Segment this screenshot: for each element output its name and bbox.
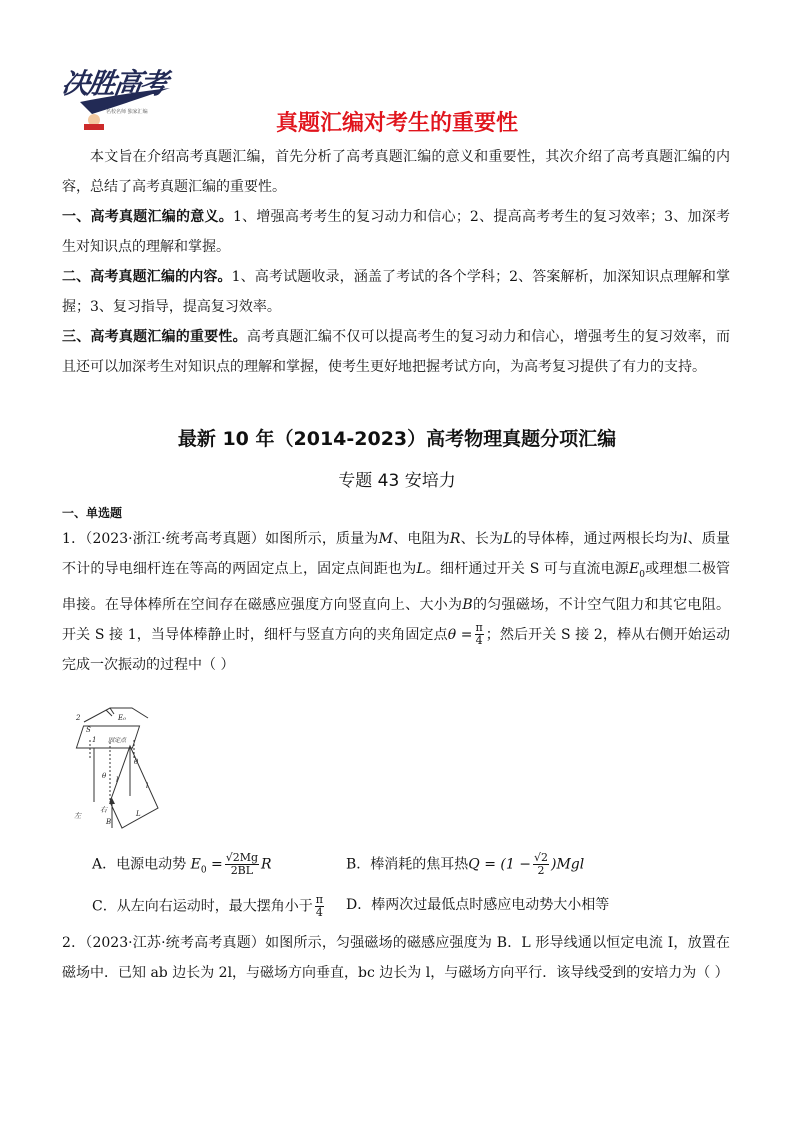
section-subtitle: 专题 43 安培力 — [338, 471, 456, 491]
option-a[interactable]: A．电源电动势 $E_0$ = $\frac{√2Mg}{2BL}$ R — [92, 851, 272, 877]
point-1-body: 1、增强高考考生的复习动力和信心；2、提高高考考生的复习效率；3、加深考生对知识点的理解和掌握。 — [62, 209, 730, 255]
question-1: 1．（2023·浙江·统考高考真题）如图所示，质量为M、电阻为R、长为L的导体棒，通过两根长均为l、质量不计的导电细杆连在等高的两固定点上，固定点间距也为L。细杆通过开关 S 可与直流电源$E_0$或理想二极管串接。在导体棒所在空间存在磁感应强度方向竖直向上、大小为B的匀强磁场，不计空气阻力和其它电阻。开关 S 接 1，当导体棒静止时，细杆与竖直方向的夹角固定点θ = $\frac{\pi}{4}$ ；然后开关 S 接 2，棒从右侧开始运动完成一次振动的过程中（ ） — [62, 531, 731, 673]
question-2: 2．（2023·江苏·统考高考真题）如图所示，匀强磁场的磁感应强度为 B．L 形导线通以恒定电流 I，放置在磁场中．已知 ab 边长为 2l，与磁场方向垂直，bc 边长为 l，与磁场方向平行．该导线受到的安培力为（ ） — [62, 935, 730, 981]
point-2 — [62, 262, 730, 322]
point-2-body: 1、高考试题收录，涵盖了考试的各个学科；2、答案解析，加深知识点理解和掌握；3、复习指导，提高复习效率。 — [62, 269, 731, 315]
point-1-head: 一、高考真题汇编的意义。 — [62, 209, 234, 225]
logo-subtitle: 名校名师 独家汇编 — [106, 109, 148, 115]
svg-text:S: S — [86, 726, 91, 734]
intro-paragraph: 本文旨在介绍高考真题汇编，首先分析了高考真题汇编的意义和重要性，其次介绍了高考真题汇编的内容，总结了高考真题汇编的重要性。 — [62, 149, 730, 195]
option-c[interactable]: C．从左向右运动时，最大摆角小于 $\frac{\pi}{4}$ — [92, 893, 323, 919]
point-1 — [62, 202, 730, 262]
svg-text:l: l — [116, 776, 119, 784]
svg-text:2: 2 — [76, 714, 81, 722]
svg-text:1: 1 — [92, 736, 97, 744]
svg-text:L: L — [136, 810, 141, 818]
svg-text:E₀: E₀ — [118, 714, 126, 722]
svg-text:固定点: 固定点 — [108, 737, 127, 744]
category-heading: 一、单选题 — [62, 506, 123, 520]
logo-text: 决胜高考 — [59, 67, 169, 100]
point-3-body: 高考真题汇编不仅可以提高考生的复习动力和信心，增强考生的复习效率，而且还可以加深考生对知识点的理解和掌握，使考生更好地把握考试方向，为高考复习提供了有力的支持。 — [62, 329, 731, 375]
point-3 — [62, 322, 730, 382]
point-2-head: 二、高考真题汇编的内容。 — [62, 269, 232, 285]
q1-figure — [70, 700, 180, 835]
pi-over-4: $\frac{\pi}{4}$ — [475, 621, 483, 648]
page-title: 真题汇编对考生的重要性 — [275, 111, 518, 136]
point-3-head: 三、高考真题汇编的重要性。 — [62, 329, 247, 345]
svg-text:θ: θ — [102, 772, 107, 780]
svg-text:θ: θ — [134, 758, 139, 766]
option-d[interactable]: D．棒两次过最低点时感应电动势大小相等 — [346, 897, 610, 913]
svg-text:右: 右 — [100, 806, 107, 814]
option-b[interactable]: B．棒消耗的焦耳热Q = (1 − $\frac{√2}{2}$ )Mgl — [346, 851, 585, 877]
svg-text:左: 左 — [74, 812, 81, 820]
svg-text:B: B — [106, 818, 112, 826]
section-title: 最新 10 年（2014-2023）高考物理真题分项汇编 — [177, 428, 617, 450]
svg-text:l: l — [146, 782, 149, 790]
